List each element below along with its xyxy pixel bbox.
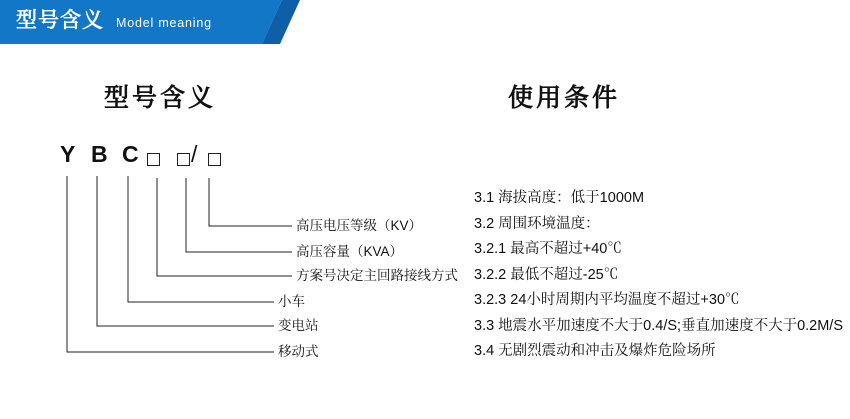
model-code-box-1 — [147, 153, 160, 166]
callout-label-hv-capacity: 高压容量（KVA） — [296, 244, 404, 259]
condition-item-5: 3.2.3 24小时周期内平均温度不超过+30℃ — [474, 292, 740, 308]
callout-label-mobile-type: 移动式 — [278, 344, 319, 359]
condition-item-7: 3.4 无剧烈震动和冲击及爆炸危险场所 — [474, 343, 716, 359]
model-code-box-3 — [208, 153, 221, 166]
usage-conditions-list — [474, 186, 844, 365]
model-code-letter-c: C — [122, 141, 139, 167]
banner-text-group — [16, 8, 212, 36]
banner-title-en: Model meaning — [116, 16, 212, 30]
banner-title-cn: 型号含义 — [16, 9, 104, 32]
model-code-box-2 — [177, 153, 190, 166]
condition-item-6: 3.3 地震水平加速度不大于0.4/S;垂直加速度不大于0.2M/S — [474, 317, 844, 334]
model-code-row — [60, 140, 360, 174]
model-code-letter-b: B — [91, 141, 108, 167]
condition-item-2: 3.2 周围环境温度： — [474, 215, 600, 232]
callout-label-scheme-number: 方案号决定主回路接线方式 — [296, 268, 458, 283]
condition-item-3: 3.2.1 最高不超过+40℃ — [474, 241, 622, 257]
section-title-usage-conditions: 使用条件 — [508, 84, 621, 112]
model-code-letter-y: Y — [60, 141, 76, 167]
condition-item-4: 3.2.2 最低不超过-25℃ — [474, 266, 619, 283]
callout-label-hv-voltage-level: 高压电压等级（KV） — [296, 218, 423, 233]
section-title-model-meaning: 型号含义 — [104, 84, 217, 112]
callout-label-trolley: 小车 — [278, 294, 305, 309]
callout-label-substation: 变电站 — [278, 318, 319, 333]
page-header-banner — [0, 0, 300, 44]
condition-item-1: 3.1 海拔高度：低于1000M — [474, 190, 645, 206]
model-code-slash: / — [191, 141, 198, 167]
